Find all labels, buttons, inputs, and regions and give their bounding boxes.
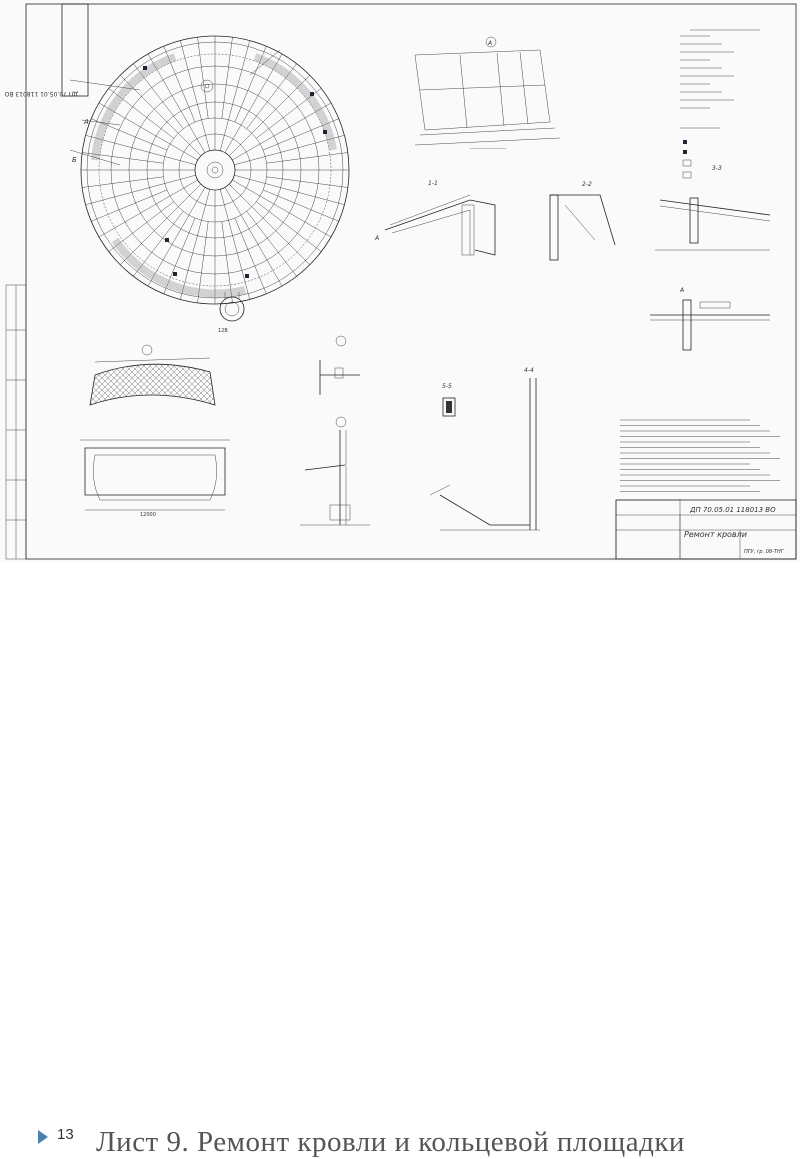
section-3-3 [655,165,770,250]
label-B: Б [72,156,77,164]
ring-platform-section [90,345,215,405]
play-icon [38,1130,48,1144]
svg-text:А: А [680,287,685,294]
svg-text:12000: 12000 [140,512,156,518]
rotated-code: ДП 70.05.01 118013 ВО [4,90,78,97]
detail-A-right [650,287,770,350]
svg-text:А: А [375,235,380,242]
section-4-4 [430,367,540,530]
platform-plan [80,440,230,518]
label-12v: 12В [218,328,228,334]
detail-A [415,37,560,151]
node-2 [320,336,360,395]
section-5-5 [442,383,455,416]
title-block-group: ПГУ, гр. 08-ТНГ [744,549,784,555]
page-number: 13 [57,1126,74,1143]
section-2-2 [550,181,615,260]
svg-text:—————————: ————————— [470,146,506,151]
drawing-sheet [0,0,800,563]
legend [680,30,760,178]
section-1-1 [374,180,495,255]
title-block [616,500,796,559]
svg-text:4-4: 4-4 [524,367,534,374]
svg-text:5-5: 5-5 [442,383,452,390]
slide-footer [0,563,800,1158]
notes [620,420,780,492]
node-3 [300,417,370,525]
slide-title: Лист 9. Ремонт кровли и кольцевой площадки [96,1126,685,1158]
technical-drawing [0,0,800,563]
roof-plan [81,36,349,304]
label-A: А [84,118,89,126]
svg-text:1-1: 1-1 [428,180,438,187]
svg-text:3-3: 3-3 [712,165,722,172]
svg-text:А: А [488,40,493,47]
sheet-frame [26,4,796,559]
stamp-code: ДП 70.05.01 118013 ВО [690,506,776,514]
title-block-name: Ремонт кровли [684,530,747,539]
svg-text:2-2: 2-2 [582,181,592,188]
